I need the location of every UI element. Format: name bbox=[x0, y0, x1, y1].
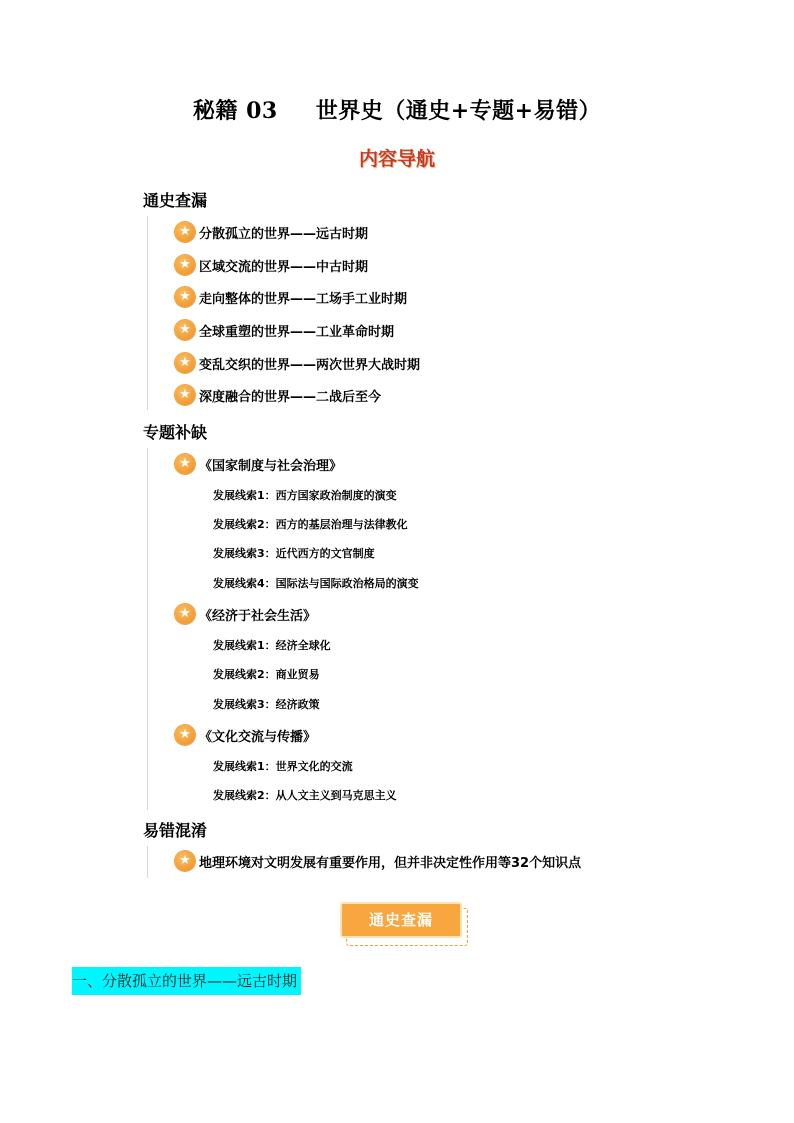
nav-item[interactable]: ★ 深度融合的世界——二战后至今 bbox=[175, 384, 381, 406]
nav-item[interactable]: ★ 地理环境对文明发展有重要作用，但并非决定性作用等32个知识点 bbox=[175, 850, 581, 872]
sub-item[interactable]: 发展线索1：西方国家政治制度的演变 bbox=[213, 489, 397, 502]
section-divider-line bbox=[147, 216, 148, 410]
star-icon: ★ bbox=[175, 222, 195, 242]
sub-item[interactable]: 发展线索3：近代西方的文官制度 bbox=[213, 547, 375, 560]
sub-item[interactable]: 发展线索1：经济全球化 bbox=[213, 639, 331, 652]
section-divider-line bbox=[147, 448, 148, 810]
nav-item[interactable]: ★ 分散孤立的世界——远古时期 bbox=[175, 221, 368, 243]
sub-item[interactable]: 发展线索3：经济政策 bbox=[213, 698, 320, 711]
sub-item[interactable]: 发展线索1：世界文化的交流 bbox=[213, 760, 353, 773]
star-icon: ★ bbox=[175, 725, 195, 745]
topic-group[interactable]: ★ 《国家制度与社会治理》 bbox=[175, 453, 342, 475]
star-icon: ★ bbox=[175, 851, 195, 871]
sub-item[interactable]: 发展线索2：西方的基层治理与法律教化 bbox=[213, 518, 408, 531]
star-icon: ★ bbox=[175, 287, 195, 307]
nav-item[interactable]: ★ 变乱交织的世界——两次世界大战时期 bbox=[175, 352, 420, 374]
section-heading-common-errors: 易错混淆 bbox=[143, 821, 208, 840]
nav-item[interactable]: ★ 区域交流的世界——中古时期 bbox=[175, 254, 368, 276]
section-divider-line bbox=[147, 846, 148, 878]
sub-item[interactable]: 发展线索2：商业贸易 bbox=[213, 668, 320, 681]
sub-item[interactable]: 发展线索2：从人文主义到马克思主义 bbox=[213, 789, 397, 802]
title-part1: 秘籍 03 bbox=[192, 98, 278, 124]
document-title bbox=[0, 94, 794, 125]
content-navigation-heading: 内容导航 bbox=[358, 148, 435, 170]
star-icon: ★ bbox=[175, 385, 195, 405]
star-icon: ★ bbox=[175, 454, 195, 474]
nav-item[interactable]: ★ 走向整体的世界——工场手工业时期 bbox=[175, 286, 407, 308]
highlighted-section-heading: 一、分散孤立的世界——远古时期 bbox=[72, 967, 301, 995]
topic-group[interactable]: ★ 《经济于社会生活》 bbox=[175, 603, 316, 625]
section-heading-topics: 专题补缺 bbox=[143, 423, 208, 442]
topic-group[interactable]: ★ 《文化交流与传播》 bbox=[175, 724, 316, 746]
star-icon: ★ bbox=[175, 255, 195, 275]
banner-button[interactable]: 通史查漏 bbox=[340, 902, 462, 938]
star-icon: ★ bbox=[175, 604, 195, 624]
sub-item[interactable]: 发展线索4：国际法与国际政治格局的演变 bbox=[213, 577, 419, 590]
star-icon: ★ bbox=[175, 353, 195, 373]
title-part2: 世界史（通史+专题+易错） bbox=[315, 98, 602, 124]
section-heading-general-history: 通史查漏 bbox=[143, 191, 208, 210]
general-history-banner[interactable] bbox=[340, 902, 468, 946]
nav-item[interactable]: ★ 全球重塑的世界——工业革命时期 bbox=[175, 319, 394, 341]
star-icon: ★ bbox=[175, 320, 195, 340]
